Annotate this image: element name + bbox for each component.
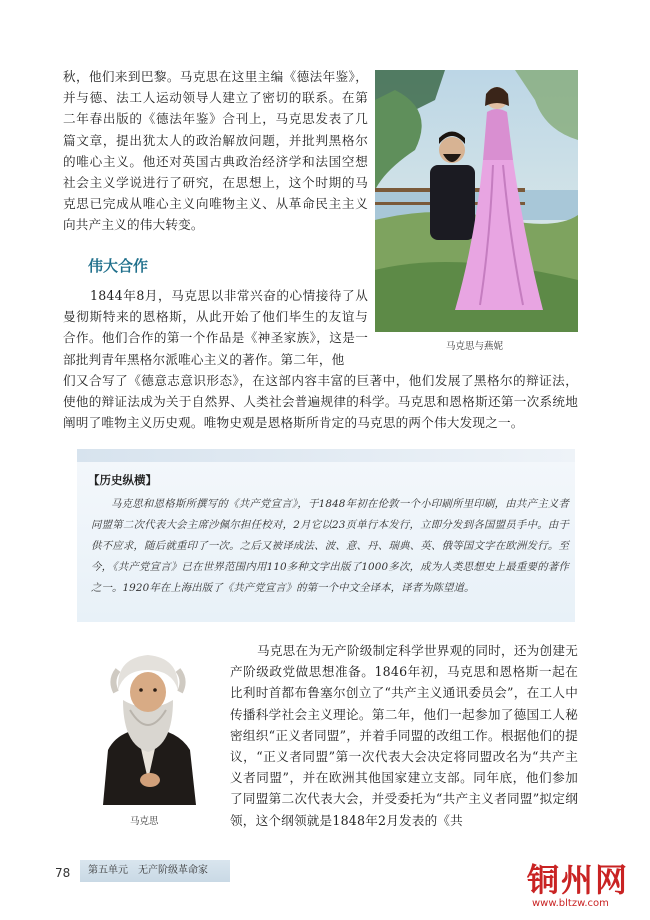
page-number: 78 <box>55 866 71 880</box>
chapter-label: 第五单元 无产阶级革命家 <box>80 860 230 882</box>
figure-caption-marx: 马克思 <box>130 816 159 827</box>
painting-illustration <box>375 70 578 332</box>
figure-caption-marx-jenny: 马克思与燕妮 <box>446 341 504 352</box>
body-paragraph-2-top: 1844年8月，马克思以非常兴奋的心情接待了从曼彻斯特来的恩格斯，从此开始了他们毕生的友谊与合作。他们合作的第一个作品是《神圣家族》，这是一部批判青年黑格尔派唯心主义的著作。第二年，他 <box>63 288 368 367</box>
marx-and-jenny-painting <box>375 70 578 332</box>
marx-portrait <box>88 640 208 805</box>
sidebar-box-title: 【历史纵横】 <box>88 473 157 487</box>
body-paragraph-3: 马克思在为无产阶级制定科学世界观的同时，还为创建无产阶级政党做思想准备。1846年初，马克思和恩格斯一起在比利时首都布鲁塞尔创立了“共产主义通讯委员会”，在工人中传播科学社会主义理论。第二年，他们一起参加了德国工人秘密组织“正义者同盟”，并着手同盟的改组工作。根据他们的提议，“正义者同盟”第一次代表大会决定将同盟改名为“共产主义者同盟”，并在欧洲其他国家建立支部。同年底，他们参加了同盟第二次代表大会，并受委托为“共产主义者同盟”拟定纲领，这个纲领就是1848年2月发表的《共 <box>230 643 578 828</box>
body-paragraph-2-bottom: 们又合写了《德意志意识形态》，在这部内容丰富的巨著中，他们发展了黑格尔的辩证法，使他的辩证法成为关于自然界、人类社会普遍规律的科学。马克思和恩格斯还第一次系统地阐明了唯物主义历史观。唯物史观是恩格斯所肯定的马克思的两个伟大发现之一。 <box>63 373 578 431</box>
watermark-site-name: 铜州网 <box>527 861 630 899</box>
body-paragraph-1: 秋，他们来到巴黎。马克思在这里主编《德法年鉴》，并与德、法工人运动领导人建立了密切的联系。在第二年春出版的《德法年鉴》合刊上，马克思发表了几篇文章，提出犹太人的政治解放问题，并批判黑格尔的唯心主义。他还对英国古典政治经济学和法国空想社会主义学说进行了研究，在思想上，这个时期的马克思已完成从唯心主义向唯物主义、从革命民主主义向共产主义的伟大转变。 <box>63 69 368 233</box>
portrait-illustration <box>88 640 208 805</box>
sidebar-box-text: 马克思和恩格斯所撰写的《共产党宣言》，于1848年初在伦敦一个小印刷所里印刷，由共产主义者同盟第二次代表大会主席沙佩尔担任校对，2月它以23页单行本发行，立即分发到各国盟员手中。由于供不应求，随后就重印了一次。之后又被译成法、波、意、丹、瑞典、英、俄等国文字在欧洲发行。至今，《共产党宣言》已在世界范围内用110多种文字出版了1000多次，成为人类思想史上最重要的著作之一。1920年在上海出版了《共产党宣言》的第一个中文全译本，译者为陈望道。 <box>91 498 569 594</box>
sidebar-box-header-stripe <box>77 449 575 463</box>
section-heading: 伟大合作 <box>88 257 149 275</box>
watermark-url: www.bltzw.com <box>532 898 609 909</box>
